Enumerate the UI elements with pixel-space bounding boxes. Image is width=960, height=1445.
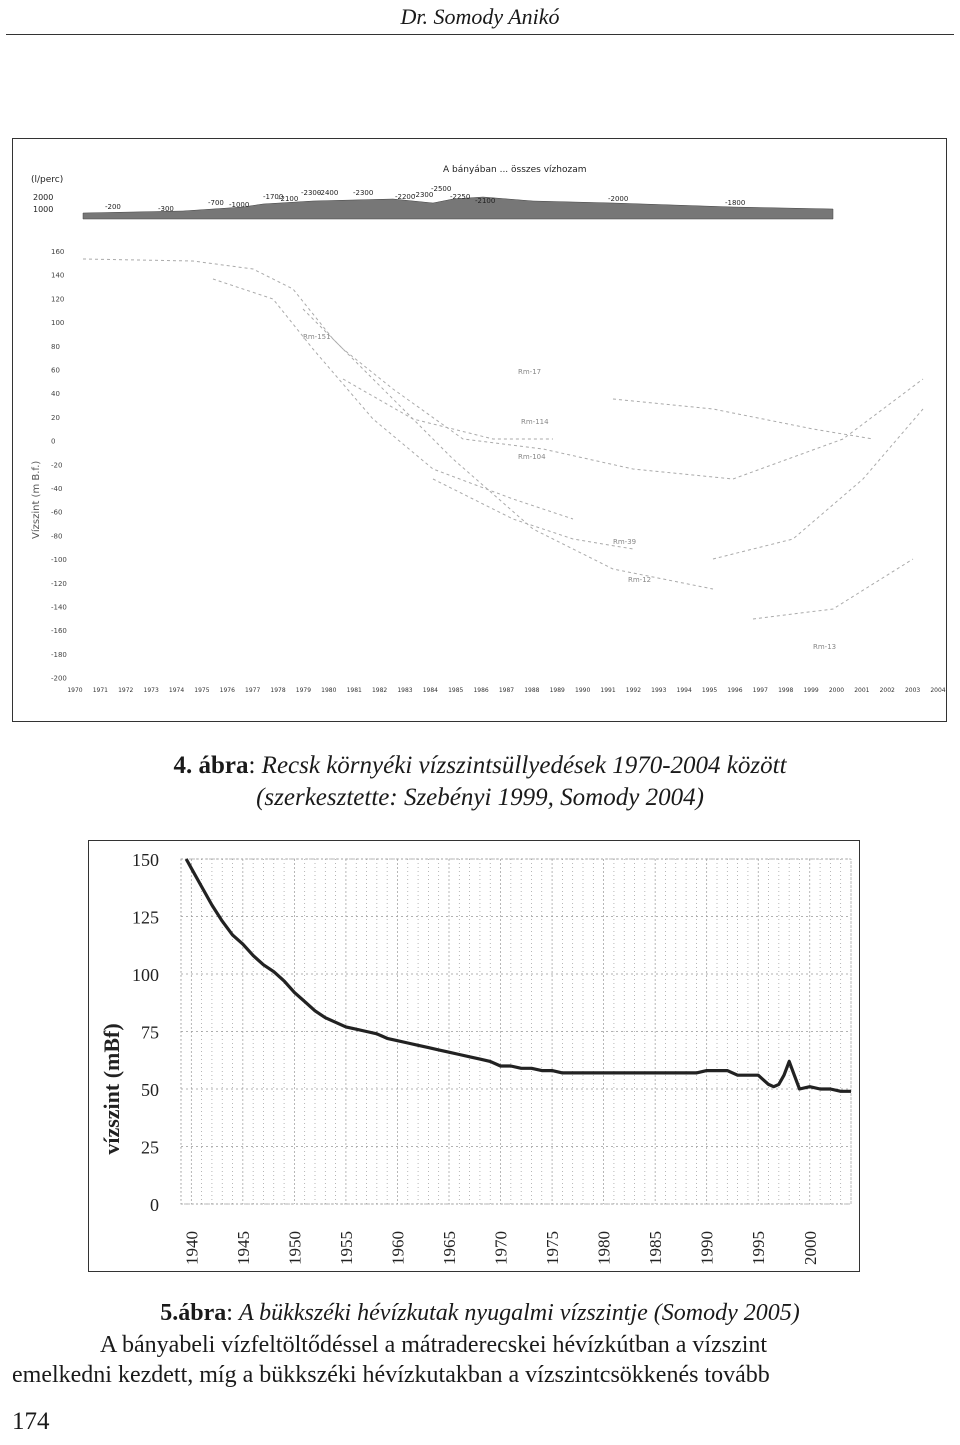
- fig4-top-value: -2500: [431, 185, 452, 193]
- fig4-x-tick: 1991: [600, 687, 616, 694]
- fig5-x-tick-label: 1950: [285, 1231, 305, 1265]
- fig4-x-tick: 1979: [295, 687, 312, 694]
- fig4-x-tick: 1972: [118, 687, 134, 694]
- fig4-x-tick: 2000: [828, 687, 845, 694]
- figure-4-caption-text: Recsk környéki vízszintsüllyedések 1970-2004 között: [261, 752, 787, 779]
- fig4-well-label: Rm-104: [518, 453, 546, 461]
- fig4-x-tick: 1992: [625, 687, 642, 694]
- fig4-y-tick: 60: [51, 366, 60, 375]
- fig5-y-axis-label: vízszint (mBf): [99, 1023, 124, 1155]
- fig4-x-tick: 1987: [498, 687, 515, 694]
- fig4-y-axis-label: Vízszint (m B.f.): [31, 460, 42, 539]
- fig4-x-tick: 1997: [752, 687, 768, 694]
- fig5-x-tick-label: 1970: [491, 1231, 511, 1265]
- fig4-well-curve: [613, 399, 873, 439]
- fig4-y-tick: -140: [51, 603, 67, 612]
- fig4-well-label: Rm-39: [613, 538, 637, 546]
- fig4-y-tick: -20: [51, 461, 63, 470]
- fig4-y-tick: -200: [51, 674, 67, 683]
- fig4-x-tick: 1975: [194, 687, 210, 694]
- figure-4-caption-credit: (szerkesztette: Szebényi 1999, Somody 2004): [256, 784, 704, 811]
- fig4-y-tick: 80: [51, 342, 60, 351]
- fig4-top-value: -1700: [263, 193, 284, 201]
- fig5-y-tick-label: 75: [141, 1022, 159, 1043]
- fig4-top-value: -1800: [725, 199, 746, 207]
- fig4-y-tick: 140: [51, 271, 65, 280]
- fig4-x-tick: 2001: [854, 687, 870, 694]
- fig4-x-tick: 1993: [651, 687, 667, 694]
- fig4-x-tick: 1996: [727, 687, 743, 694]
- fig4-well-label: Rm-12: [628, 576, 652, 584]
- fig4-well-label: Rm-114: [521, 418, 549, 426]
- fig4-well-label: Rm-151: [303, 333, 331, 341]
- figure-4-caption-label: 4. ábra: [173, 752, 249, 779]
- fig4-x-tick: 1977: [245, 687, 261, 694]
- fig4-y-tick: 120: [51, 295, 65, 304]
- fig4-top-value: -700: [208, 199, 224, 207]
- figure-5-caption-text: A bükkszéki hévízkutak nyugalmi vízszintje (Somody 2005): [238, 1300, 800, 1326]
- fig4-y-tick: -120: [51, 579, 67, 588]
- fig4-x-tick: 1971: [92, 687, 109, 694]
- fig4-y-tick: 160: [51, 248, 65, 256]
- fig4-top-tick-1000: 1000: [33, 205, 54, 214]
- fig5-y-tick-label: 50: [141, 1080, 159, 1100]
- fig4-x-tick: 1986: [473, 687, 489, 694]
- fig4-well-curve: [433, 479, 633, 549]
- fig4-top-value: -2300: [413, 191, 434, 199]
- figure-4-chart: [13, 139, 946, 721]
- fig4-top-value: -2400: [318, 189, 339, 197]
- fig5-x-tick-label: 1990: [697, 1231, 717, 1265]
- figure-5-caption-sep: :: [226, 1300, 233, 1326]
- fig4-x-tick: 1974: [168, 687, 185, 694]
- fig4-well-curve: [213, 279, 573, 519]
- fig5-x-tick-label: 1965: [440, 1231, 459, 1265]
- fig4-x-tick: 1999: [803, 687, 819, 694]
- fig4-x-tick: 2004: [930, 687, 946, 694]
- fig4-x-tick: 1984: [422, 687, 438, 694]
- fig5-series-line: [186, 859, 851, 1091]
- fig4-x-tick: 1982: [371, 687, 388, 694]
- fig5-x-tick-label: 1975: [543, 1231, 563, 1265]
- fig4-x-tick: 1989: [549, 687, 565, 694]
- fig4-y-tick: -180: [51, 650, 67, 659]
- fig4-y-tick: 100: [51, 319, 65, 328]
- figure-5-caption: [0, 1300, 960, 1327]
- fig4-top-value: -2300: [301, 189, 322, 197]
- figure-4-caption-line-1: [0, 752, 960, 780]
- fig4-x-tick: 1976: [219, 687, 235, 694]
- figure-4-scan: [12, 138, 947, 722]
- fig5-x-tick-label: 1955: [336, 1231, 356, 1265]
- fig4-x-tick: 1978: [270, 687, 286, 694]
- fig4-top-value: -2250: [450, 193, 471, 201]
- fig4-top-value: -2100: [278, 195, 299, 203]
- figure-4-caption-sep: :: [248, 752, 256, 779]
- fig4-top-value: -2100: [475, 197, 496, 205]
- fig4-y-tick: 40: [51, 390, 60, 399]
- fig5-x-tick-label: 1985: [646, 1231, 666, 1265]
- fig4-well-label: Rm-13: [813, 643, 837, 651]
- fig4-x-tick: 1990: [575, 687, 591, 694]
- fig4-x-tick: 1980: [321, 687, 337, 694]
- fig4-y-tick: -100: [51, 556, 67, 565]
- fig4-well-curve: [303, 309, 923, 479]
- fig4-well-curve: [753, 559, 913, 619]
- body-line-2: emelkedni kezdett, míg a bükkszéki hévízkutakban a vízszintcsökkenés tovább: [12, 1362, 770, 1388]
- fig4-x-tick: 1994: [676, 687, 692, 694]
- fig5-y-tick-label: 100: [132, 965, 159, 985]
- fig4-x-tick: 2003: [904, 687, 921, 694]
- fig4-top-unit: (l/perc): [31, 175, 64, 185]
- page-number: 174: [12, 1408, 50, 1435]
- fig5-y-tick-label: 150: [132, 850, 159, 870]
- figure-5-chart-frame: [88, 840, 860, 1272]
- fig4-x-tick: 1998: [778, 687, 794, 694]
- fig5-x-tick-label: 1980: [594, 1231, 614, 1265]
- header-rule: [6, 34, 954, 35]
- fig4-top-tick-2000: 2000: [33, 193, 54, 202]
- fig4-x-tick: 2002: [879, 687, 895, 694]
- fig4-top-title: A bányában ... összes vízhozam: [443, 165, 587, 175]
- body-paragraph: [12, 1330, 952, 1390]
- fig4-x-tick: 1981: [346, 687, 362, 694]
- fig5-x-tick-label: 1940: [182, 1231, 202, 1265]
- fig4-well-curve: [713, 409, 923, 559]
- fig4-top-value: -300: [158, 205, 174, 213]
- fig4-x-tick: 1973: [143, 687, 159, 694]
- fig4-x-tick: 1985: [448, 687, 464, 694]
- figure-5-caption-label: 5.ábra: [160, 1300, 227, 1326]
- fig5-y-tick-label: 125: [132, 907, 159, 928]
- fig5-x-tick-label: 2000: [800, 1231, 820, 1265]
- fig5-x-tick-label: 1995: [749, 1231, 769, 1265]
- fig4-y-tick: 20: [51, 413, 60, 422]
- figure-5-chart: [89, 841, 859, 1271]
- fig4-top-value: -1000: [229, 201, 250, 209]
- fig4-top-value: -2000: [608, 195, 629, 203]
- fig5-y-tick-label: 25: [141, 1137, 159, 1158]
- fig4-y-tick: -80: [51, 532, 63, 541]
- fig4-top-value: -2200: [395, 193, 416, 201]
- body-line-1: A bányabeli vízfeltöltődéssel a mátraderecskei hévízkútban a vízszint: [100, 1332, 768, 1358]
- fig4-well-curve: [343, 379, 553, 439]
- fig5-y-tick-label: 0: [150, 1195, 159, 1215]
- fig4-top-value: -200: [105, 203, 121, 211]
- fig4-x-tick: 1970: [67, 687, 83, 694]
- fig4-top-value: -2300: [353, 189, 374, 197]
- fig4-y-tick: -40: [51, 485, 63, 493]
- fig5-x-tick-label: 1960: [388, 1231, 408, 1265]
- fig4-well-label: Rm-17: [518, 368, 542, 376]
- figure-4-caption-line-2: [0, 784, 960, 812]
- fig4-y-tick: -160: [51, 627, 67, 636]
- fig4-x-tick: 1988: [524, 687, 540, 694]
- fig4-y-tick: 0: [51, 437, 56, 446]
- fig4-x-tick: 1983: [397, 687, 413, 694]
- fig4-y-tick: -60: [51, 508, 63, 517]
- running-header: Dr. Somody Anikó: [400, 4, 560, 29]
- fig5-x-tick-label: 1945: [233, 1231, 253, 1265]
- fig4-x-tick: 1995: [701, 687, 718, 694]
